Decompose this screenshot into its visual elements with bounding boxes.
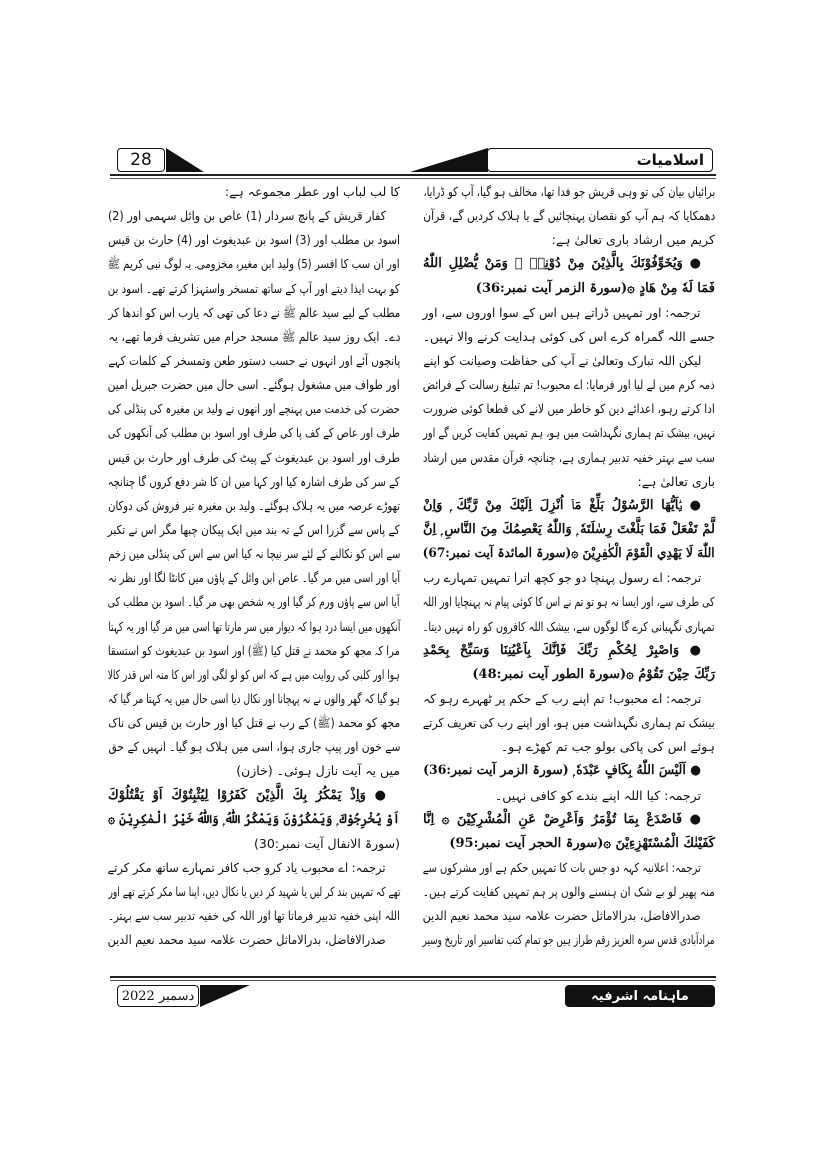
line-text: ہوئے اس کی پاکی بولو جب تم کھڑے ہو۔ — [500, 739, 715, 755]
quran-verse — [423, 252, 715, 300]
line-text: کے سر کی طرف اشارہ کیا اور کہا میں ان کا شر دفع کروں گا چنانچہ — [108, 473, 400, 489]
line-text: (سورۃ الانفال آیت نمبر:30) — [254, 835, 400, 851]
line-text: تمہاری نگہبانی کرے گا لوگوں سے، بیشک اللہ کافروں کو راہ نہیں دیتا۔ — [423, 618, 715, 634]
text-line — [108, 880, 400, 904]
line-text: ہو گیا کہ گھر والوں نے نہ پہچانا اور نکال دیا اسی حال میں یہ کہتا مر گیا کہ — [108, 690, 400, 706]
magazine-name: ماہنامہ اشرفیہ — [591, 988, 689, 1004]
line-text: ترجمہ: اے رسول پہنچا دو جو کچھ اترا تمہیں تمہارے رب — [423, 570, 701, 586]
translation-paragraph — [423, 301, 715, 349]
text-line — [108, 808, 400, 832]
line-text: جسے اللہ گمراہ کرے اس کی کوئی ہدایت کرنے والا نہیں۔ — [423, 328, 715, 344]
line-text: كَفَيْنٰكَ الْمُسْتَهْزِءِيْنَ ۞(سورۃ الحجر آیت نمبر:95) — [449, 835, 715, 851]
text-line — [108, 373, 400, 397]
magazine-name-box — [565, 985, 715, 1007]
text-line — [423, 252, 715, 276]
text-line — [423, 615, 715, 639]
line-text: ترجمہ: اور تمہیں ڈراتے ہیں اس کے سوا اوروں سے، اور — [423, 304, 701, 320]
line-text: ● وَاصْبِرْ لِحُكْمِ رَبِّكَ فَاِنَّكَ بِاَعْيُنِنَا وَسَبِّحْ بِحَمْدِ — [423, 642, 701, 658]
text-line — [423, 470, 715, 494]
text-line — [108, 928, 400, 952]
footer-rule — [110, 976, 716, 978]
paragraph — [108, 180, 400, 204]
text-line — [108, 228, 400, 252]
text-line — [423, 494, 715, 518]
text-line — [108, 856, 400, 880]
text-line — [423, 421, 715, 445]
text-line — [108, 421, 400, 445]
line-text: اور طواف میں مشغول ہوگئے۔ اسی حال میں حضرت جبریل امین — [108, 377, 400, 393]
text-line — [108, 494, 400, 518]
text-line — [423, 325, 715, 349]
line-text: اللّٰهَ لَا يَهْدِي الْقَوْمَ الْكٰفِرِيْنَ ۞(سورۃ المائدۃ آیت نمبر:67) — [423, 546, 715, 562]
header-rule-thin — [110, 178, 716, 179]
translation-paragraph — [423, 687, 715, 759]
paragraph — [108, 204, 400, 783]
text-line — [423, 518, 715, 542]
line-text: اللہ اپنی خفیہ تدبیر فرماتا تھا اور اللہ کی خفیہ تدبیر سب سے بہتر۔ — [108, 908, 400, 924]
line-text: ● يٰۤاَيُّهَا الرَّسُوْلُ بَلِّغْ مَاۤ اُنْزِلَ اِلَيْكَ مِنْ رَّبِّكَ ۭ وَاِنْ — [423, 497, 701, 513]
text-line — [108, 735, 400, 759]
line-text: برائیاں بیان کی تو وہی قریش جو فدا تھا، مخالف ہو گیا، آپ کو ڈرایا، — [423, 184, 715, 199]
text-line — [423, 759, 715, 783]
line-text: صدرالافاضل، بدرالاماثل حضرت علامہ سید محمد نعیم الدین — [423, 908, 701, 924]
text-line — [108, 470, 400, 494]
line-text: سے خون اور پیپ جاری ہوا، اسی میں ہلاک ہو گیا۔ انہیں کے حق — [108, 739, 400, 755]
line-text: ادا کرتے رہو، اعدائے دین کو خاطر میں لانے کی قطعا کوئی ضرورت — [423, 401, 715, 417]
text-line — [423, 711, 715, 735]
line-text: آیا اس سے پاؤں ورم کر گیا اور یہ شخص بھی مر گیا۔ اسود بن مطلب کی — [108, 594, 400, 610]
line-text: میں یہ آیت نازل ہوئی۔ (خازن) — [236, 763, 400, 779]
line-text: سے اس کو نکالنے کے لئے سر نیچا نہ کیا اس سے اس کی پنڈلی میں زخم — [108, 546, 400, 562]
line-text: طرف اور اسود بن عبدیغوث کے پیٹ کی طرف اور حارث بن قیس — [108, 449, 400, 465]
left-column — [108, 180, 400, 953]
text-line — [108, 252, 400, 276]
text-line — [423, 542, 715, 566]
line-text: ہوا اور کلبی کی روایت میں ہے کہ اس کو لو لگی اور اس کا منہ اس قدر کالا — [108, 666, 400, 682]
text-line — [423, 277, 715, 301]
text-line — [423, 204, 715, 228]
page-number: 28 — [130, 150, 152, 170]
line-text: ترجمہ: اے محبوب یاد کرو جب کافر تمہارے ساتھ مکر کرتے — [108, 859, 386, 875]
quran-verse — [423, 639, 715, 687]
text-line — [423, 856, 715, 880]
line-text: فَمَا لَهٗ مِنْ هَادٍ ۞(سورۃ الزمر آیت نمبر:36) — [475, 280, 715, 296]
text-line — [423, 735, 715, 759]
line-text: صدرالافاضل، بدرالاماثل حضرت علامہ سید محمد نعیم الدین — [108, 932, 386, 948]
line-text: مرادآبادی قدس سرہ العزیز رقم طراز ہیں جو تمام کتب تفاسیر اور تاریخ وسیر — [423, 932, 715, 948]
text-line — [423, 880, 715, 904]
paragraph — [108, 832, 400, 856]
line-text: ترجمہ: کیا اللہ اپنے بندے کو کافی نہیں۔ — [494, 787, 701, 803]
line-text: مجھ کو محمد (ﷺ) کے رب نے قتل کیا اور حارث بن قیس کی ناک — [108, 715, 400, 731]
text-line — [108, 349, 400, 373]
line-text: اَوْ يُخْرِجُوْكَ ۭ وَيَمْكُرُوْنَ وَيَمْكُرُ اللّٰهُ ۭ وَاللّٰهُ خَيْرُ الْمٰكِرِيْنَ ۞ — [108, 811, 400, 827]
text-line — [108, 615, 400, 639]
text-line — [108, 687, 400, 711]
line-text: کفار قریش کے پانچ سردار (1) عاص بن وائل سہمی اور (2) — [108, 208, 386, 224]
line-text: منہ پھیر لو بے شک ان ہنسنے والوں پر ہم تمہیں کفایت کرتے ہیں۔ — [423, 884, 715, 900]
issue-date-box — [117, 985, 199, 1007]
quran-verse — [423, 494, 715, 566]
line-text: آیا اور اسی میں مر گیا۔ عاص ابن وائل کے پاؤں میں کانٹا لگا اور نظر نہ — [108, 570, 400, 586]
text-line — [423, 784, 715, 808]
line-text: کریم میں ارشاد باری تعالیٰ ہے: — [551, 232, 715, 248]
line-text: تھوڑے عرصہ میں یہ ہلاک ہوگئے۔ ولید بن مغیرہ تیر فروش کی دوکان — [108, 497, 400, 513]
line-text: ترجمہ: اعلانیہ کہہ دو جس بات کا تمہیں حکم ہے اور مشرکوں سے — [423, 859, 701, 875]
translation-paragraph — [423, 856, 715, 904]
text-line — [423, 808, 715, 832]
text-line — [108, 639, 400, 663]
line-text: اسود بن مطلب اور (3) اسود بن عبدیغوث اور (4) حارث بن قیس — [108, 232, 400, 248]
line-text: کے پاس سے گزرا اس کے تہ بند میں ایک پیکان چبھا مگر اس نے تکبر — [108, 521, 400, 537]
text-line — [108, 325, 400, 349]
line-text: ● اَلَيْسَ اللّٰهُ بِكَافٍ عَبْدَهٗ ۭ (سورۃ الزمر آیت نمبر:36) — [423, 763, 701, 779]
translation-paragraph — [108, 856, 400, 928]
footer-rule-thin — [110, 980, 716, 981]
line-text: بیشک تم ہماری نگہداشت میں ہو، اور اپنے رب کی تعریف کرتے — [423, 715, 715, 731]
quran-verse — [423, 808, 715, 856]
line-text: ترجمہ: اے محبوب! تم اپنے رب کے حکم پر ٹھہرے رہو کہ — [423, 690, 701, 706]
line-text: کو بہت ایذا دیتے اور آپ کے ساتھ تمسخر واستہزا کرتے تھے۔ اسود بن — [108, 280, 400, 296]
line-text: ● فَاصْدَعْ بِمَا تُؤْمَرُ وَاَعْرِضْ عَنِ الْمُشْرِكِيْنَ ۞ اِنَّا — [423, 811, 701, 827]
text-line — [108, 397, 400, 421]
header-left-wedge — [166, 148, 204, 172]
text-line — [108, 518, 400, 542]
line-text: ذمہ کرم میں لے لیا اور فرمایا: اے محبوب! تم تبلیغ رسالت کے فرائض — [423, 377, 715, 393]
text-line — [423, 590, 715, 614]
line-text: سب سے بہتر خفیہ تدبیر ہماری ہے، چنانچہ قرآن مقدس میں ارشاد — [423, 449, 715, 465]
section-title-box — [487, 148, 713, 172]
text-line — [108, 663, 400, 687]
line-text: آنکھوں میں ایسا درد ہوا کہ دیوار میں سر مارتا تھا اسی میں مر گیا اور یہ کہتا — [108, 618, 400, 634]
line-text: نہیں، بیشک تم ہماری نگہداشت میں ہو، ہم تمہیں کفایت کریں گے اور — [423, 425, 715, 441]
footer-left-wedge — [200, 985, 250, 1007]
issue-date: دسمبر 2022 — [121, 988, 195, 1004]
text-line — [108, 204, 400, 228]
line-text: رَبِّكَ حِيْنَ تَقُوْمُ ۞(سورۃ الطور آیت نمبر:48) — [472, 666, 715, 682]
line-text: لیکن اللہ تبارک وتعالیٰ نے آپ کی حفاظت وصیانت کو اپنے — [423, 352, 701, 368]
line-text: ● وَيُخَوِّفُوْنَكَ بِالَّذِيْنَ مِنْ دُوْنِهٖ ۭ وَمَنْ يُّضْلِلِ اللّٰهُ — [423, 256, 701, 272]
line-text: اور ان سب کا افسر (5) ولید ابن مغیرہ مخزومی۔ یہ لوگ نبی کریم ﷺ — [108, 256, 400, 272]
text-line — [108, 566, 400, 590]
text-line — [423, 349, 715, 373]
line-text: تھے کہ تمہیں بند کر لیں یا شہید کر دیں یا نکال دیں، اپنا سا مکر کرتے تھے اور — [108, 884, 400, 900]
text-line — [108, 904, 400, 928]
line-text: کی طرف سے، اور ایسا نہ ہو تو تم نے اس کا کوئی پیام نہ پہنچایا اور اللہ — [423, 594, 715, 610]
line-text: مرا کہ مجھ کو محمد نے قتل کیا (ﷺ) اور اسود بن عبدیغوث کو استسقا — [108, 642, 400, 658]
quran-verse — [108, 784, 400, 832]
page-number-box — [117, 148, 165, 172]
text-line — [423, 446, 715, 470]
paragraph — [423, 349, 715, 494]
text-line — [423, 904, 715, 928]
text-line — [423, 301, 715, 325]
quran-verse — [423, 759, 715, 783]
line-text: حضرت کی خدمت میں پہنچے اور انھوں نے ولید بن مغیرہ کی پنڈلی کی — [108, 401, 400, 417]
text-line — [423, 928, 715, 952]
right-column — [423, 180, 715, 953]
text-line — [108, 759, 400, 783]
text-line — [108, 784, 400, 808]
line-text: ● وَاِذْ يَمْكُرُ بِكَ الَّذِيْنَ كَفَرُوْا لِيُثْبِتُوْكَ اَوْ يَقْتُلُوْكَ — [108, 787, 386, 803]
text-line — [423, 373, 715, 397]
line-text: باری تعالیٰ ہے: — [637, 473, 715, 489]
text-line — [108, 711, 400, 735]
text-line — [423, 687, 715, 711]
text-line — [108, 590, 400, 614]
paragraph — [108, 928, 400, 952]
text-line — [108, 277, 400, 301]
text-line — [108, 446, 400, 470]
paragraph — [423, 904, 715, 952]
text-line — [423, 566, 715, 590]
text-line — [108, 832, 400, 856]
translation-paragraph — [423, 784, 715, 808]
header-right-wedge — [410, 148, 488, 172]
line-text: کا لب لباب اور عطر مجموعہ ہے: — [224, 184, 400, 199]
header-rule — [110, 174, 716, 176]
section-title: اسلامیات — [636, 151, 704, 169]
text-line — [423, 397, 715, 421]
text-line — [423, 228, 715, 252]
line-text: دے۔ ایک روز سید عالم ﷺ مسجد حرام میں تشریف فرما تھے، یہ — [108, 328, 400, 344]
text-line — [423, 180, 715, 204]
line-text: لَّمْ تَفْعَلْ فَمَا بَلَّغْتَ رِسٰلَتَهٗ ۭ وَاللّٰهُ يَعْصِمُكَ مِنَ النَّاسِ ۭ اِنَّ — [423, 521, 715, 537]
text-line — [423, 832, 715, 856]
line-text: پانچوں آئے اور انہوں نے حسب دستور طعن وتمسخر کے کلمات کہے — [108, 352, 400, 368]
text-line — [108, 542, 400, 566]
text-line — [108, 180, 400, 204]
text-line — [423, 663, 715, 687]
paragraph — [423, 180, 715, 252]
translation-paragraph — [423, 566, 715, 638]
line-text: طرف اور عاص کے کف پا کی طرف اور اسود بن مطلب کی آنکھوں کی — [108, 425, 400, 441]
text-line — [423, 639, 715, 663]
line-text: مطلب کے لیے سید عالم ﷺ نے دعا کی تھی کہ یارب اس کو اندھا کر — [108, 304, 400, 320]
line-text: دھمکایا کہ ہم آپ کو نقصان پہنچائیں گے یا ہلاک کردیں گے، قرآن — [423, 208, 715, 224]
text-line — [108, 301, 400, 325]
